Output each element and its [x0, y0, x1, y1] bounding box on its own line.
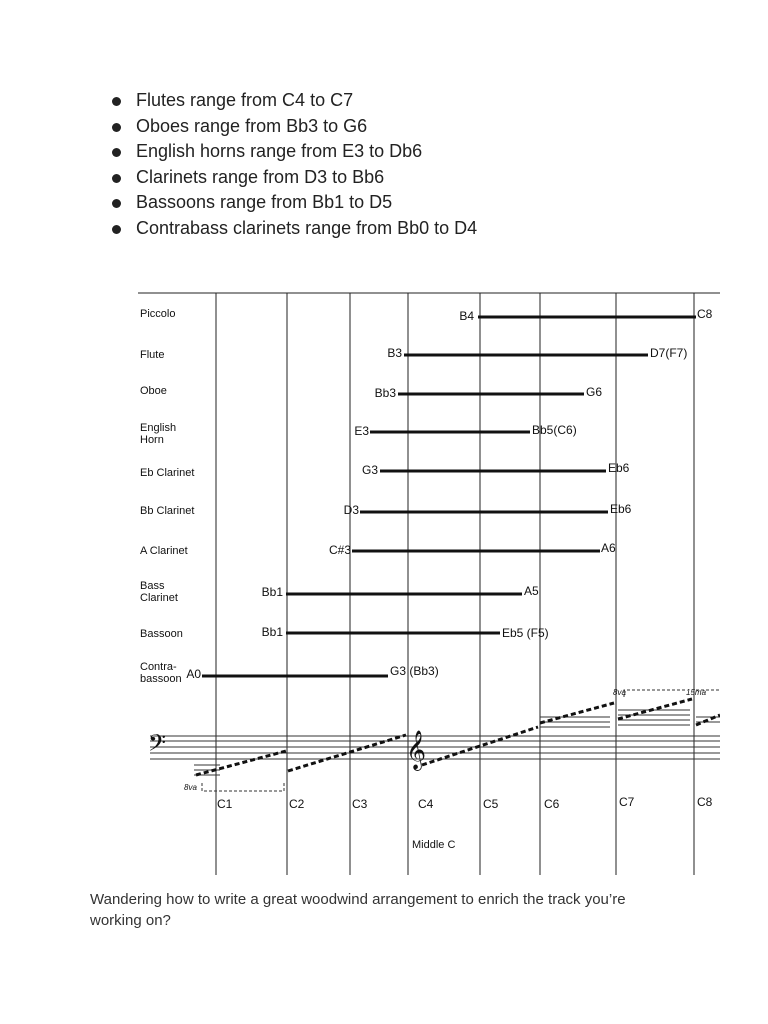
low-note-label: E3: [354, 424, 369, 438]
high-note-label: D7(F7): [650, 346, 688, 360]
instrument-label: Eb Clarinet: [140, 467, 195, 479]
list-item-text: Contrabass clarinets range from Bb0 to D4: [136, 217, 478, 238]
high-note-label: Bb5(C6): [532, 423, 577, 437]
bullet-dot: [112, 123, 121, 132]
bullet-dot: [112, 225, 121, 234]
octave-label: C8: [697, 795, 713, 809]
octave-label: C3: [352, 797, 368, 811]
low-note-label: G3: [361, 463, 378, 477]
list-item-text: Clarinets range from D3 to Bb6: [136, 166, 385, 187]
low-note-labels: [186, 309, 474, 681]
list-item-text: Oboes range from Bb3 to G6: [136, 115, 368, 136]
high-8va-bracket: [624, 690, 686, 697]
low-8va-bracket: [202, 783, 284, 791]
low-8va-mark: 8va: [184, 783, 197, 792]
high-note-label: A5: [524, 584, 539, 598]
instrument-range-list: [108, 88, 477, 242]
instrument-label: Bb Clarinet: [140, 505, 195, 517]
body-paragraph: Wandering how to write a great woodwind arrangement to enrich the track you’re working on?: [90, 891, 626, 929]
low-note-label: C#3: [328, 543, 351, 557]
list-item: [108, 88, 477, 114]
list-item: [108, 165, 477, 191]
low-note-label: Bb3: [374, 386, 396, 400]
woodwind-range-chart: [130, 285, 720, 875]
instrument-label: Flute: [140, 349, 165, 361]
scale-segment: [540, 703, 614, 723]
high-note-label: G3 (Bb3): [390, 664, 439, 678]
low-note-label: A0: [186, 667, 201, 681]
low-note-label: Bb1: [261, 585, 283, 599]
bass-clef-icon: 𝄢: [148, 729, 167, 762]
octave-labels: [217, 795, 713, 811]
octave-grid-lines: [216, 293, 694, 875]
scale-segment: [618, 699, 692, 719]
instrument-labels: [140, 308, 194, 685]
high-note-label: A6: [601, 541, 616, 555]
instrument-label: Bassoon: [140, 628, 183, 640]
instrument-label: Bass Clarinet: [140, 580, 178, 604]
octave-label: C6: [544, 797, 560, 811]
high-15ma-mark: 15ma: [686, 688, 707, 697]
instrument-label: Piccolo: [140, 308, 176, 320]
high-note-label: Eb6: [610, 502, 632, 516]
bullet-dot: [112, 148, 121, 157]
high-8va-mark: 8va: [613, 688, 626, 697]
octave-label: C2: [289, 797, 305, 811]
instrument-label: English Horn: [140, 422, 177, 446]
list-item-text: Bassoons range from Bb1 to D5: [136, 192, 393, 213]
low-note-label: D3: [343, 503, 359, 517]
list-item: [108, 139, 477, 165]
instrument-label: Contra-bassoon: [140, 661, 182, 685]
high-note-labels: [390, 307, 713, 678]
ledger-lines: [194, 710, 720, 775]
high-note-label: Eb5 (F5): [502, 626, 549, 640]
instrument-label: A Clarinet: [140, 545, 188, 557]
low-note-label: B4: [459, 309, 474, 323]
range-bars: [202, 317, 696, 676]
high-note-label: G6: [586, 385, 603, 399]
list-item: [108, 114, 477, 140]
high-note-label: Eb6: [608, 461, 630, 475]
low-note-label: B3: [387, 346, 402, 360]
staff-lines: [150, 736, 720, 759]
instrument-label: Oboe: [140, 385, 167, 397]
list-item: [108, 190, 477, 216]
bullet-dot: [112, 199, 121, 208]
bullet-dot: [112, 174, 121, 183]
middle-c-label: Middle C: [412, 839, 456, 851]
octave-label: C7: [619, 795, 635, 809]
list-item: [108, 216, 477, 242]
octave-label: C5: [483, 797, 499, 811]
octave-label: C4: [418, 797, 434, 811]
bullet-dot: [112, 97, 121, 106]
low-note-label: Bb1: [261, 625, 283, 639]
list-item-text: Flutes range from C4 to C7: [136, 90, 354, 110]
scale-segment: [196, 751, 286, 775]
treble-clef-icon: 𝄞: [406, 730, 427, 770]
high-note-label: C8: [697, 307, 713, 321]
range-chart-svg: [130, 285, 720, 875]
octave-label: C1: [217, 797, 233, 811]
octave-marks: [184, 688, 707, 792]
list-item-text: English horns range from E3 to Db6: [136, 141, 423, 162]
